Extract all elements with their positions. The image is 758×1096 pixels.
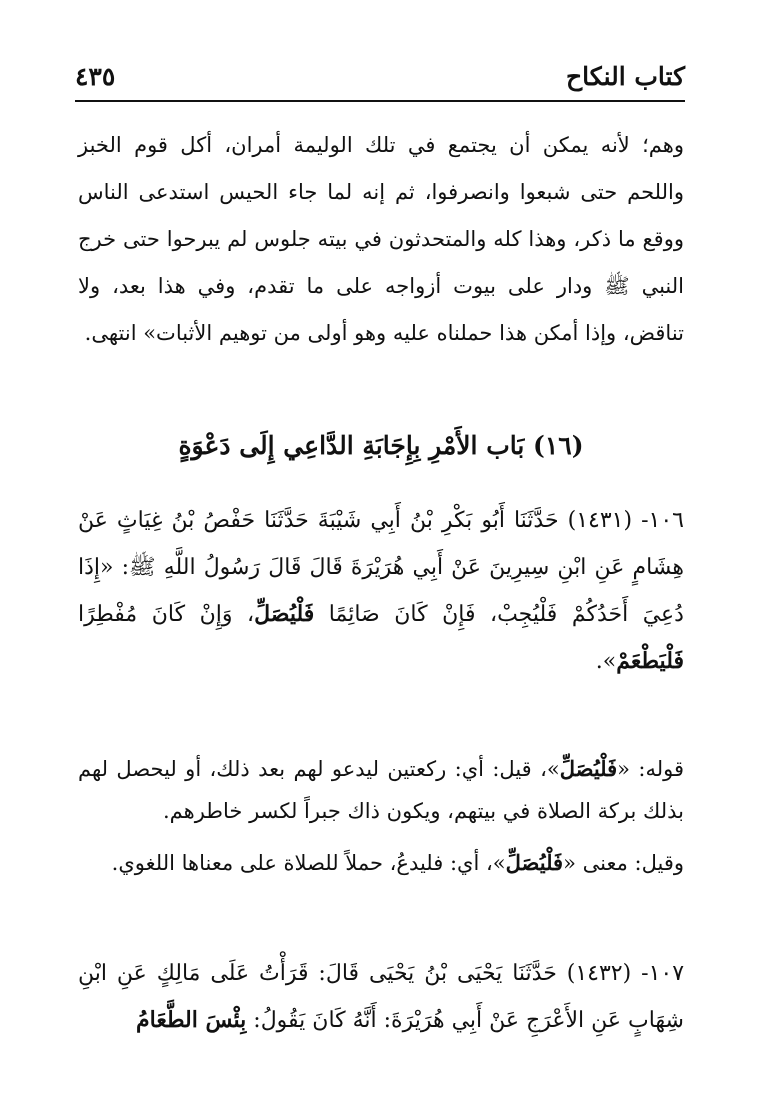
note-2-bold: فَلْيُصَلِّ <box>505 850 564 875</box>
note-2-prefix: وقيل: معنى « <box>563 851 684 875</box>
hadith-106-bold-2: فَلْيَطْعَمْ <box>616 648 684 674</box>
note-2-rest: »، أي: فليدعُ، حملاً للصلاة على معناها اللغوي. <box>111 851 506 875</box>
page-number: ٤٣٥ <box>75 62 116 91</box>
commentary-paragraph <box>78 122 684 357</box>
note-1-bold: فَلْيُصَلِّ <box>559 756 618 781</box>
hadith-106-middle: ، وَإِنْ كَانَ مُفْطِرًا <box>78 602 255 627</box>
note-1-text <box>78 748 684 832</box>
note-1-prefix: قوله: « <box>617 757 684 781</box>
commentary-text: وهم؛ لأنه يمكن أن يجتمع في تلك الوليمة أمران، أكل قوم الخبز واللحم حتى شبعوا وانصرفوا، ثم إنه لما جاء الحيس استدعى الناس ووقع ما ذكر، وهذا كله والمتحدثون في بيته جلوس لم يبرحوا حتى خرج النبي ﷺ ودار على بيوت أزواجه على ما تقدم، وفي هذا بعد، ولا تناقض، وإذا أمكن هذا حملناه عليه وهو أولى من توهيم الأثبات» انتهى. <box>78 133 684 345</box>
page-header <box>75 58 685 102</box>
hadith-106-bold-1: فَلْيُصَلِّ <box>254 601 315 627</box>
hadith-107-bold: بِئْسَ الطَّعَامُ <box>136 1007 247 1033</box>
hadith-107-text <box>78 950 684 1044</box>
hadith-107 <box>78 950 684 1044</box>
explanation-note-2 <box>78 842 684 884</box>
hadith-106-main: ١٠٦- (١٤٣١) حَدَّثَنَا أَبُو بَكْرِ بْنُ أَبِي شَيْبَةَ حَدَّثَنَا حَفْصُ بْنُ غِيَاثٍ عَنْ هِشَامٍ عَنِ ابْنِ سِيرِينَ عَنْ أَبِي هُرَيْرَةَ قَالَ قَالَ رَسُولُ اللَّهِ ﷺ: «إِذَا دُعِيَ أَحَدُكُمْ فَلْيُجِبْ، فَإِنْ كَانَ صَائِمًا <box>78 508 684 627</box>
hadith-107-main: ١٠٧- (١٤٣٢) حَدَّثَنَا يَحْيَى بْنُ يَحْيَى قَالَ: قَرَأْتُ عَلَى مَالِكٍ عَنِ ابْنِ شِهَابٍ عَنِ الأَعْرَجِ عَنْ أَبِي هُرَيْرَةَ: أَنَّهُ كَانَ يَقُولُ: <box>78 961 685 1033</box>
note-1-rest: »، قيل: أي: ركعتين ليدعو لهم بعد ذلك، أو ليحصل لهم بذلك بركة الصلاة في بيتهم، ويكون ذاك جبراً لكسر خاطرهم. <box>78 757 684 823</box>
hadith-106 <box>78 497 684 685</box>
chapter-heading: (١٦) بَاب الأَمْرِ بِإِجَابَةِ الدَّاعِي إِلَى دَعْوَةٍ <box>178 431 584 460</box>
hadith-106-text <box>78 497 684 685</box>
explanation-note-1 <box>78 748 684 832</box>
note-2-text <box>78 842 684 884</box>
hadith-106-end: ». <box>595 649 617 674</box>
book-chapter-title: كتاب النكاح <box>566 62 685 91</box>
